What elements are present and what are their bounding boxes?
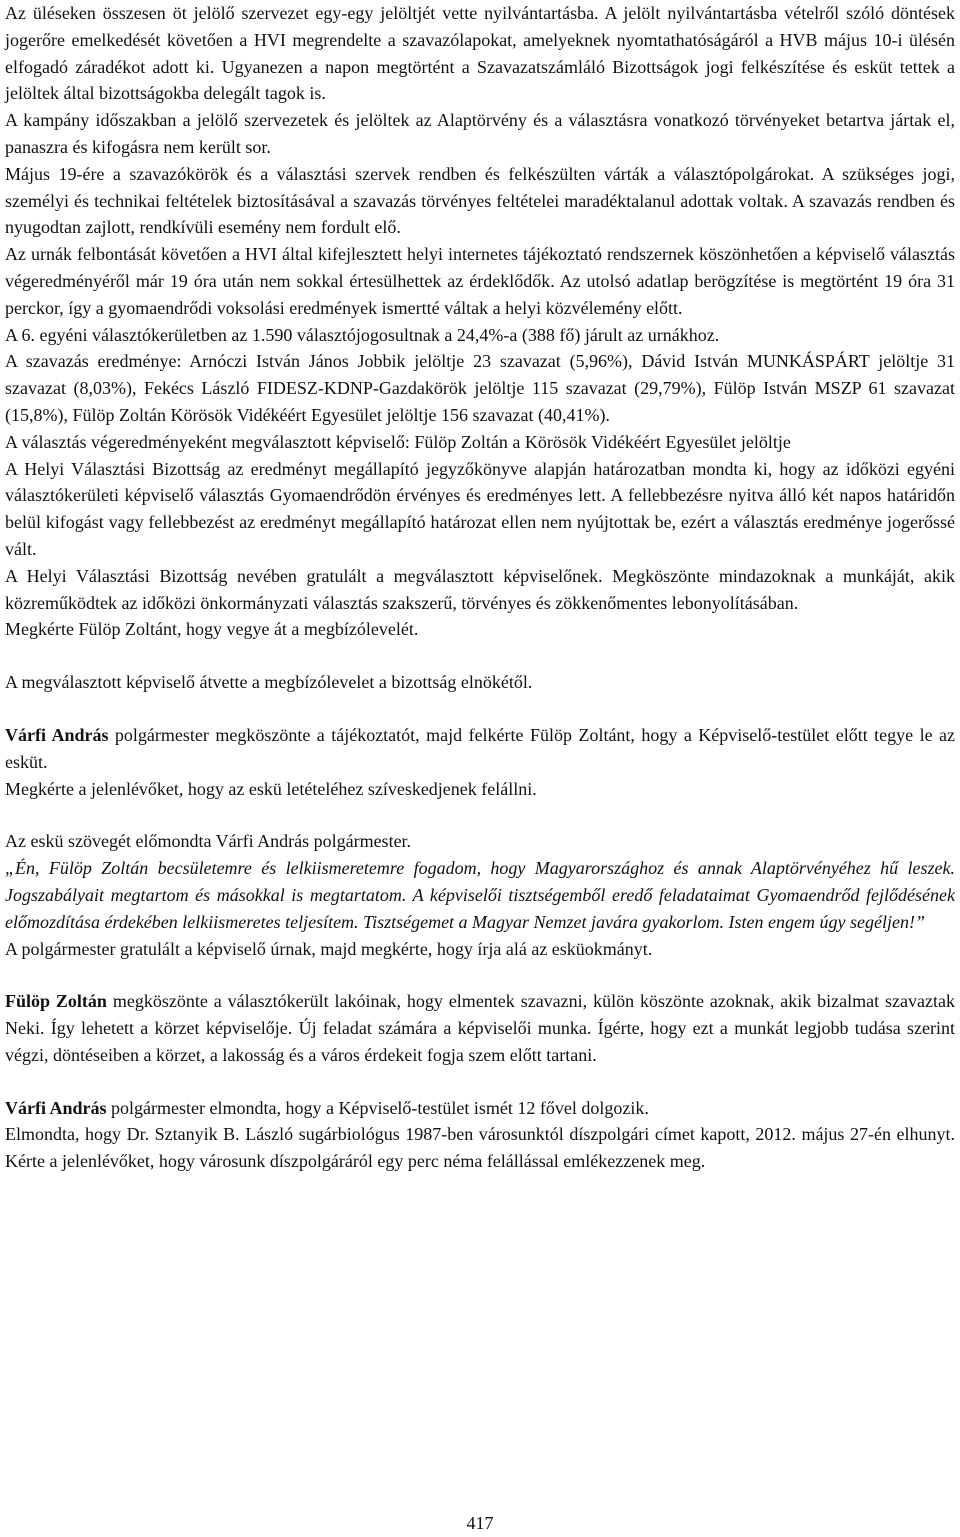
paragraph-memorial: Elmondta, hogy Dr. Sztanyik B. László sugárbiológus 1987-ben városunktól díszpolgári címet kapott, 2012. május 27-én elhunyt. Kérte a jelenlévőket, hogy városunk díszpolgáráról egy perc néma felállással emlékezzenek meg. [5,1124,955,1172]
paragraph-mayor-announce [5,1095,955,1122]
paragraph-turnout: A 6. egyéni választókerületben az 1.590 választójogosultnak a 24,4%-a (388 fő) járult az urnákhoz. [5,324,720,345]
paragraph-campaign: A kampány időszakban a jelölő szervezetek és jelöltek az Alaptörvény és a választásra vonatkozó törvényeket betartva jártak el, panaszra és kifogásra nem került sor. [5,110,955,157]
paragraph-results: A szavazás eredménye: Arnóczi István János Jobbik jelöltje 23 szavazat (5,96%), Dávid István MUNKÁSPÁRT jelöltje 31 szavazat (8,03%), Fekécs László FIDESZ-KDNP-Gazdakörök jelöltje 115 szavazat (29,79%), Fülöp István MSZP 61 szavazat (15,8%), Fülöp Zoltán Körösök Vidékéért Egyesület jelöltje 156 szavazat (40,41%). [5,351,955,425]
speaker-text: polgármester elmondta, hogy a Képviselő-testület ismét 12 fővel dolgozik. [106,1097,649,1118]
paragraph-oath-after: A polgármester gratulált a képviselő úrnak, majd megkérte, hogy írja alá az esküokmányt. [5,938,653,959]
paragraph-winner: A választás végeredményeként megválasztott képviselő: Fülöp Zoltán a Körösök Vidékéért Egyesület jelöltje [5,431,791,452]
paragraph-counting: Az urnák felbontását követően a HVI által kifejlesztett helyi internetes tájékoztató rendszernek köszönhetően a képviselő választás végeredményéről már 19 óra után nem sokkal értesülhettek az érdeklődők. Az utolsó adatlap berögzítése is megtörtént 19 óra 31 perckor, így a gyomaendrődi voksolási eredmények ismertté váltak a helyi közvélemény előtt. [5,244,955,318]
paragraph-councillor-speech [5,988,955,1068]
speaker-name: Fülöp Zoltán [5,991,107,1012]
speaker-text: polgármester megköszönte a tájékoztatót, majd felkérte Fülöp Zoltánt, hogy a Képviselő-testület előtt tegye le az esküt. [5,724,955,772]
paragraph-stand-request: Megkérte a jelenlévőket, hogy az eskü letételéhez szíveskedjenek felállni. [5,778,537,799]
document-page [5,0,955,1175]
paragraph-registration: Az üléseken összesen öt jelölő szervezet egy-egy jelöltjét vette nyilvántartásba. A jelölt nyilvántartásba vételről szóló döntések jogerőre emelkedését követően a HVI megrendelte a szavazólapokat, amelyeknek nyomtathatóságáról a HVB május 10-i ülésén elfogadó záradékot adott ki. Ugyanezen a napon megtörtént a Szavazatszámláló Bizottságok jogi felkészítése és esküt tettek a jelöltek által bizottságokba delegált tagok is. [5,3,955,104]
paragraph-decision: A Helyi Választási Bizottság az eredményt megállapító jegyzőkönyve alapján határozatban mondta ki, hogy az időközi egyéni választókerületi képviselő választás Gyomaendrődön érvényes és eredményes lett. A fellebbezésre nyitva álló két napos határidőn belül kifogást vagy fellebbezést az eredményt megállapító határozat ellen nem nyújtottak be, ezért a választás eredménye jogerőssé vált. [5,458,955,559]
paragraph-election-day: Május 19-ére a szavazókörök és a választási szervek rendben és felkészülten várták a választópolgárokat. A szükséges jogi, személyi és technikai feltételek biztosításával a szavazás törvényes feltételei maradéktalanul adottak voltak. A szavazás rendben és nyugodtan zajlott, rendkívüli esemény nem fordult elő. [5,163,955,238]
paragraph-oath-text: „Én, Fülöp Zoltán becsületemre és lelkiismeretemre fogadom, hogy Magyarországhoz és annak Alaptörvényéhez hű leszek. Jogszabályait megtartom és másokkal is megtartatom. A képviselői tisztségemből eredő feladataimat Gyomaendrőd fejlődésének előmozdítása érdekében lelkiismeretes teljesítem. Tisztségemet a Magyar Nemzet javára gyakorlom. Isten engem úgy segéljen!” [5,858,955,932]
speaker-name: Várfi András [5,1097,107,1118]
paragraph-congratulation: A Helyi Választási Bizottság nevében gratulált a megválasztott képviselőnek. Megköszönte mindazoknak a munkáját, akik közreműködtek az időközi önkormányzati választás szakszerű, törvényes és zökkenőmentes lebonyolításában. [5,565,955,613]
paragraph-oath-intro: Az eskü szövegét előmondta Várfi András polgármester. [5,831,412,852]
paragraph-mayor-request [5,722,955,776]
paragraph-credential-request: Megkérte Fülöp Zoltánt, hogy vegye át a megbízólevelét. [5,619,419,640]
speaker-text: megköszönte a választókerült lakóinak, hogy elmentek szavazni, külön köszönte azoknak, akik bizalmat szavaztak Neki. Így lehetett a körzet képviselője. Új feladat számára a képviselői munka. Ígérte, hogy ezt a munkát legjobb tudása szerint végzi, döntéseiben a körzet, a lakosság és a város érdekeit fogja szem előtt tartani. [5,991,955,1065]
page-number: 417 [466,1513,494,1533]
paragraph-credential-received: A megválasztott képviselő átvette a megbízólevelet a bizottság elnökétől. [5,672,533,693]
speaker-name: Várfi András [5,724,109,745]
